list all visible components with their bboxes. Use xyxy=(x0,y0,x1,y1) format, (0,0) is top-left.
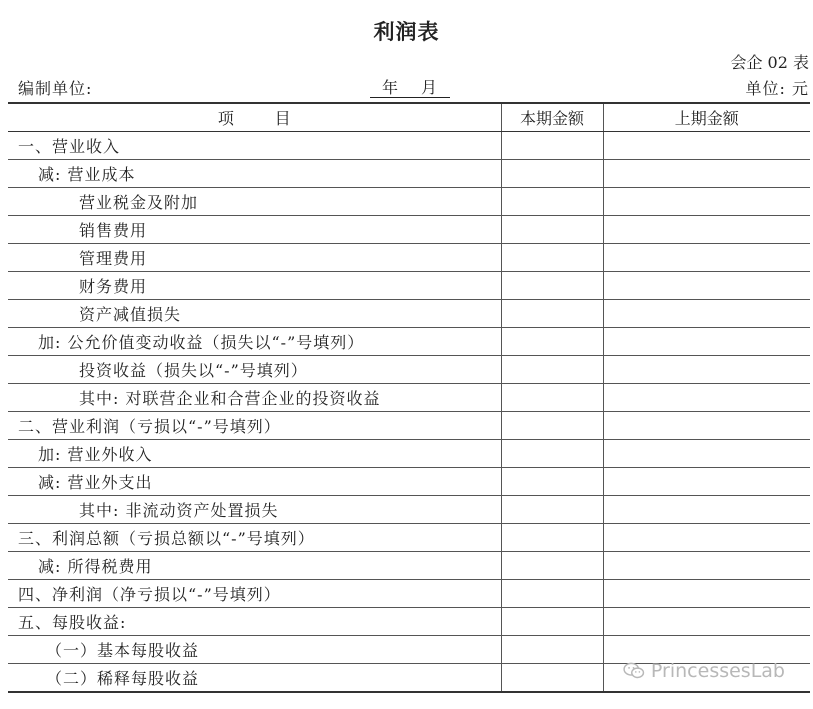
prior-amount-cell xyxy=(603,272,810,300)
prior-amount-cell xyxy=(603,608,810,636)
prior-amount-cell xyxy=(603,328,810,356)
table-row xyxy=(8,552,810,580)
prior-amount-cell xyxy=(603,580,810,608)
table-row xyxy=(8,244,810,272)
table-row xyxy=(8,188,810,216)
table-header-row xyxy=(8,103,810,132)
period-field xyxy=(370,75,450,98)
income-statement-table xyxy=(8,102,810,693)
current-amount-cell xyxy=(501,244,603,272)
row-label: 减: 营业成本 xyxy=(8,160,501,188)
table-row xyxy=(8,328,810,356)
row-label: 三、利润总额（亏损总额以“-”号填列） xyxy=(8,524,501,552)
table-row xyxy=(8,580,810,608)
watermark xyxy=(623,660,785,682)
current-amount-cell xyxy=(501,608,603,636)
row-label: 销售费用 xyxy=(8,216,501,244)
current-amount-cell xyxy=(501,188,603,216)
prior-amount-cell xyxy=(603,524,810,552)
row-label: 二、营业利润（亏损以“-”号填列） xyxy=(8,412,501,440)
prior-amount-cell xyxy=(603,552,810,580)
row-label: 减: 营业外支出 xyxy=(8,468,501,496)
table-row xyxy=(8,384,810,412)
row-label: 其中: 非流动资产处置损失 xyxy=(8,496,501,524)
period-month: 月 xyxy=(421,78,439,97)
form-code: 会企 02 表 xyxy=(730,53,809,72)
prior-amount-cell xyxy=(603,188,810,216)
row-label: 加: 公允价值变动收益（损失以“-”号填列） xyxy=(8,328,501,356)
table-row xyxy=(8,356,810,384)
current-amount-cell xyxy=(501,412,603,440)
table-row xyxy=(8,272,810,300)
statement-title: 利润表 xyxy=(373,19,440,44)
current-amount-cell xyxy=(501,300,603,328)
header-item: 项 目 xyxy=(8,103,501,132)
current-amount-cell xyxy=(501,160,603,188)
prior-amount-cell xyxy=(603,216,810,244)
current-amount-cell xyxy=(501,664,603,693)
current-amount-cell xyxy=(501,496,603,524)
current-amount-cell xyxy=(501,328,603,356)
period-year: 年 xyxy=(381,78,399,97)
table-row xyxy=(8,440,810,468)
row-label: 加: 营业外收入 xyxy=(8,440,501,468)
row-label: 五、每股收益: xyxy=(8,608,501,636)
current-amount-cell xyxy=(501,552,603,580)
current-amount-cell xyxy=(501,384,603,412)
prior-amount-cell xyxy=(603,356,810,384)
table-row xyxy=(8,216,810,244)
table-row xyxy=(8,412,810,440)
current-amount-cell xyxy=(501,132,603,160)
current-amount-cell xyxy=(501,216,603,244)
watermark-text: PrincessesLab xyxy=(650,660,785,682)
row-label: 管理费用 xyxy=(8,244,501,272)
header-prior-period: 上期金额 xyxy=(603,103,810,132)
table-row xyxy=(8,496,810,524)
prior-amount-cell xyxy=(603,496,810,524)
table-row xyxy=(8,300,810,328)
table-row xyxy=(8,160,810,188)
header-current-period: 本期金额 xyxy=(501,103,603,132)
wechat-icon xyxy=(623,662,645,680)
prior-amount-cell xyxy=(603,160,810,188)
row-label: 其中: 对联营企业和合营企业的投资收益 xyxy=(8,384,501,412)
org-label: 编制单位: xyxy=(18,79,93,98)
row-label: （二）稀释每股收益 xyxy=(8,664,501,693)
row-label: 营业税金及附加 xyxy=(8,188,501,216)
current-amount-cell xyxy=(501,636,603,664)
current-amount-cell xyxy=(501,580,603,608)
row-label: 减: 所得税费用 xyxy=(8,552,501,580)
prior-amount-cell xyxy=(603,468,810,496)
row-label: （一）基本每股收益 xyxy=(8,636,501,664)
table-row xyxy=(8,608,810,636)
row-label: 一、营业收入 xyxy=(8,132,501,160)
unit-label: 单位: 元 xyxy=(745,79,809,98)
current-amount-cell xyxy=(501,440,603,468)
prior-amount-cell xyxy=(603,412,810,440)
prior-amount-cell xyxy=(603,132,810,160)
table-row xyxy=(8,132,810,160)
row-label: 投资收益（损失以“-”号填列） xyxy=(8,356,501,384)
row-label: 资产减值损失 xyxy=(8,300,501,328)
prior-amount-cell xyxy=(603,384,810,412)
prior-amount-cell xyxy=(603,244,810,272)
prior-amount-cell xyxy=(603,300,810,328)
row-label: 财务费用 xyxy=(8,272,501,300)
table-row xyxy=(8,468,810,496)
prior-amount-cell xyxy=(603,440,810,468)
current-amount-cell xyxy=(501,356,603,384)
current-amount-cell xyxy=(501,524,603,552)
current-amount-cell xyxy=(501,468,603,496)
current-amount-cell xyxy=(501,272,603,300)
table-row xyxy=(8,524,810,552)
row-label: 四、净利润（净亏损以“-”号填列） xyxy=(8,580,501,608)
